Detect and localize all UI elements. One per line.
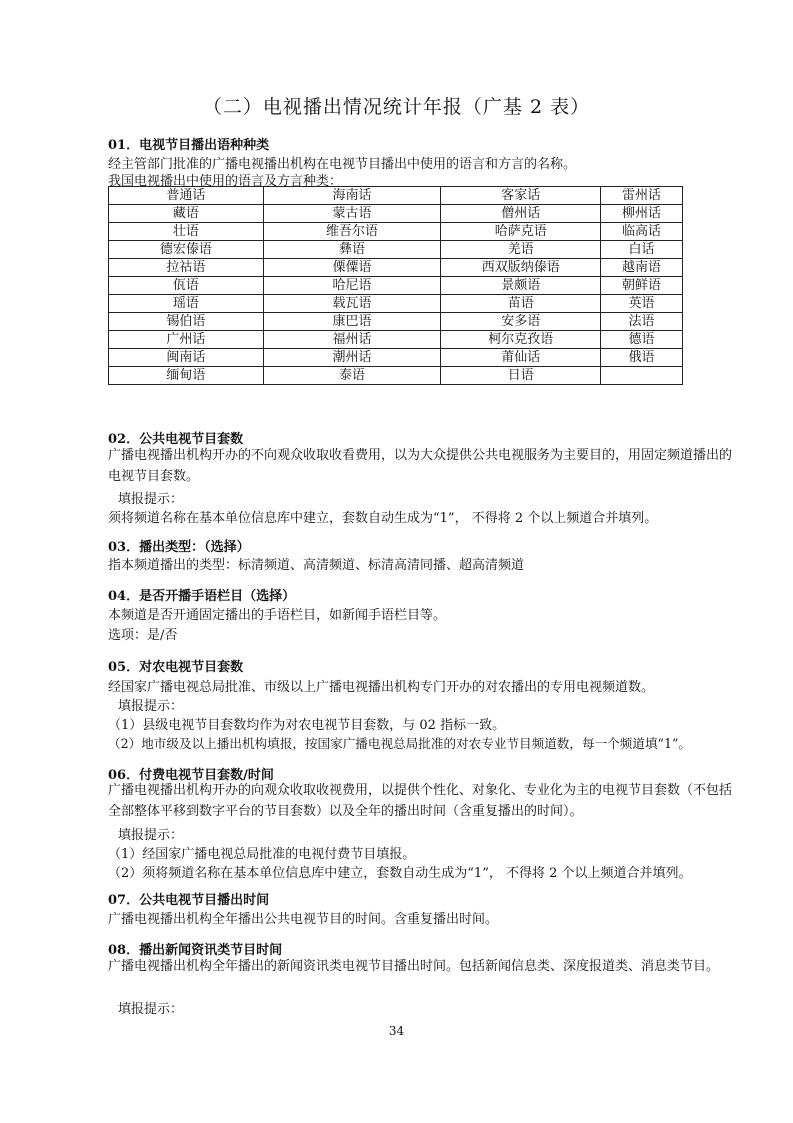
language-cell: 临高话: [601, 223, 683, 241]
language-table-row: [109, 367, 683, 385]
language-cell: 德宏傣语: [109, 241, 264, 259]
section-08-description: 广播电视播出机构全年播出的新闻资讯类电视节目播出时间。包括新闻信息类、深度报道类、消息类节目。: [108, 959, 720, 974]
section-06-description: 广播电视播出机构开办的向观众收取收视费用，以提供个性化、对象化、专业化为主的电视节目套数（不包括全部整体平移到数字平台的节目套数）以及全年的播出时间（含重复播出的时间）。: [108, 783, 733, 819]
language-table-row: [109, 295, 683, 313]
language-cell: 壮语: [109, 223, 264, 241]
language-cell: 蒙古语: [263, 205, 441, 223]
section-08-heading: 08．播出新闻资讯类节目时间: [108, 943, 283, 958]
section-02-heading: 02．公共电视节目套数: [108, 432, 244, 447]
language-cell: 越南语: [601, 259, 683, 277]
section-05-hint-label: 填报提示：: [118, 699, 184, 714]
language-cell: 景颇语: [441, 277, 601, 295]
language-table-row: [109, 241, 683, 259]
language-cell: 法语: [601, 313, 683, 331]
section-05-description: 经国家广播电视总局批准、市级以上广播电视播出机构专门开办的对农播出的专用电视频道数。: [108, 680, 655, 695]
section-01-heading: 01．电视节目播出语种种类: [108, 138, 270, 153]
section-01-description: 经主管部门批准的广播电视播出机构在电视节目播出中使用的语言和方言的名称。: [108, 157, 577, 172]
language-cell: 广州话: [109, 331, 264, 349]
language-cell: 莆仙话: [441, 349, 601, 367]
language-table-row: [109, 349, 683, 367]
section-06-hint-label: 填报提示：: [118, 828, 184, 843]
language-cell: 普通话: [109, 187, 264, 205]
section-05-heading: 05．对农电视节目套数: [108, 660, 244, 675]
language-table: [108, 186, 683, 385]
language-table-row: [109, 331, 683, 349]
language-cell: 傈僳语: [263, 259, 441, 277]
language-cell: 哈萨克语: [441, 223, 601, 241]
page-number: 34: [388, 1024, 405, 1038]
language-cell: 羌语: [441, 241, 601, 259]
language-table-row: [109, 313, 683, 331]
page-title: （二）电视播出情况统计年报（广基 2 表）: [202, 96, 591, 118]
section-08-hint-label: 填报提示：: [118, 1002, 184, 1017]
section-01-table-caption: 我国电视播出中使用的语言及方言种类：: [108, 174, 343, 189]
section-05-note-2: （2）地市级及以上播出机构填报，按国家广播电视总局批准的对农专业节目频道数，每一个频道填“1”。: [108, 736, 692, 751]
section-02-hint-label: 填报提示：: [118, 492, 184, 507]
language-cell: 拉祜语: [109, 259, 264, 277]
section-06-note-1: （1）经国家广播电视总局批准的电视付费节目填报。: [108, 847, 416, 862]
language-cell: 彝语: [263, 241, 441, 259]
language-cell: 英语: [601, 295, 683, 313]
language-cell: 潮州话: [263, 349, 441, 367]
language-table-row: [109, 277, 683, 295]
language-cell: 雷州话: [601, 187, 683, 205]
language-cell: 俄语: [601, 349, 683, 367]
language-cell: 柳州话: [601, 205, 683, 223]
language-cell: 闽南话: [109, 349, 264, 367]
section-02-description: 广播电视播出机构开办的不向观众收取收看费用，以为大众提供公共电视服务为主要目的，用固定频道播出的电视节目套数。: [108, 448, 733, 484]
language-cell: 缅甸语: [109, 367, 264, 385]
section-02-note: 须将频道名称在基本单位信息库中建立，套数自动生成为“1”， 不得将 2 个以上频道合并填列。: [108, 511, 658, 526]
language-cell: 德语: [601, 331, 683, 349]
language-cell: 锡伯语: [109, 313, 264, 331]
section-03-description: 指本频道播出的类型：标清频道、高清频道、标清高清同播、超高清频道: [108, 558, 525, 573]
section-04-description: 本频道是否开通固定播出的手语栏目，如新闻手语栏目等。: [108, 608, 447, 623]
language-cell: 客家话: [441, 187, 601, 205]
section-06-heading: 06．付费电视节目套数/时间: [108, 768, 274, 783]
language-cell: 朝鲜语: [601, 277, 683, 295]
language-table-row: [109, 187, 683, 205]
language-table-row: [109, 223, 683, 241]
language-cell: 维吾尔语: [263, 223, 441, 241]
language-cell: 瑶语: [109, 295, 264, 313]
language-cell: 柯尔克孜语: [441, 331, 601, 349]
language-cell: 安多语: [441, 313, 601, 331]
language-cell: 白话: [601, 241, 683, 259]
language-cell: 僧州话: [441, 205, 601, 223]
language-cell: 泰语: [263, 367, 441, 385]
section-03-heading: 03．播出类型：（选择）: [108, 540, 250, 555]
language-table-row: [109, 259, 683, 277]
language-cell: 载瓦语: [263, 295, 441, 313]
section-07-description: 广播电视播出机构全年播出公共电视节目的时间。含重复播出时间。: [108, 912, 499, 927]
section-04-heading: 04．是否开播手语栏目（选择）: [108, 589, 296, 604]
language-cell: [601, 367, 683, 385]
section-07-heading: 07．公共电视节目播出时间: [108, 893, 270, 908]
language-table-body: [109, 187, 683, 385]
section-05-note-1: （1）县级电视节目套数均作为对农电视节目套数，与 02 指标一致。: [108, 718, 506, 733]
language-cell: 康巴语: [263, 313, 441, 331]
language-cell: 海南话: [263, 187, 441, 205]
language-cell: 苗语: [441, 295, 601, 313]
language-cell: 哈尼语: [263, 277, 441, 295]
language-cell: 藏语: [109, 205, 264, 223]
language-table-row: [109, 205, 683, 223]
language-cell: 福州话: [263, 331, 441, 349]
language-cell: 日语: [441, 367, 601, 385]
language-cell: 西双版纳傣语: [441, 259, 601, 277]
language-cell: 佤语: [109, 277, 264, 295]
section-06-note-2: （2）须将频道名称在基本单位信息库中建立，套数自动生成为“1”， 不得将 2 个以上频道合并填列。: [108, 866, 692, 881]
section-04-options: 选项：是/否: [108, 628, 178, 643]
